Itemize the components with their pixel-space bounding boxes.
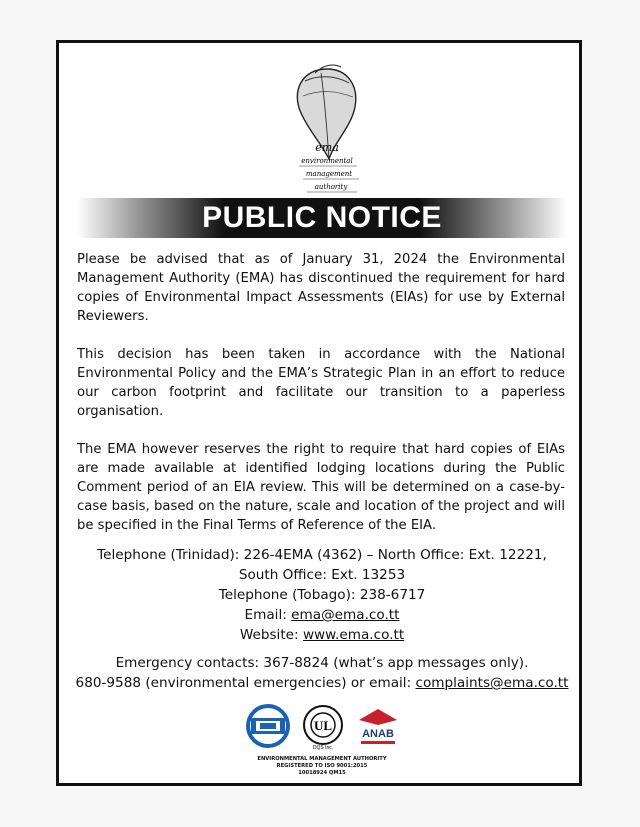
iso-registration — [209, 756, 435, 777]
anab-text: ANAB — [362, 728, 394, 740]
emergency-line-2 — [65, 673, 579, 693]
ul-text: UL — [313, 718, 333, 733]
reg-line-2: REGISTERED TO ISO 9001:2015 — [276, 763, 368, 769]
emergency-block — [65, 653, 579, 693]
email-link[interactable]: ema@ema.co.tt — [291, 607, 400, 623]
banner-title: PUBLIC NOTICE — [202, 201, 442, 234]
dqs-cert-icon — [243, 703, 293, 749]
email-line — [69, 605, 575, 625]
phone-trinidad: Telephone (Trinidad): 226-4EMA (4362) – North Office: Ext. 12221, — [97, 547, 547, 563]
email-label: Email: — [244, 607, 292, 623]
logo-tagline-2: management — [305, 170, 353, 178]
website-line — [69, 625, 575, 645]
paragraph-1: Please be advised that as of January 31, 2024 the Environmental Management Authority (EMA) has discontinued the requirement for hard copies of Environmental Impact Assessments (EIAs) for use by External Reviewers. — [77, 252, 565, 324]
public-notice-banner — [77, 198, 567, 238]
emergency-prefix: 680-9588 (environmental emergencies) or email: — [75, 675, 416, 691]
contact-block — [69, 545, 575, 645]
ul-cert-icon — [299, 703, 347, 751]
notice-frame — [56, 40, 582, 786]
logo-tagline-3: authority — [314, 183, 348, 191]
phone-tobago: Telephone (Tobago): 238-6717 — [218, 587, 426, 603]
leaf-logo-icon — [277, 51, 377, 201]
logo-wordmark: ema — [315, 141, 339, 154]
certification-logos — [243, 703, 403, 753]
ema-logo — [277, 51, 377, 201]
phone-south-office: South Office: Ext. 13253 — [238, 567, 406, 583]
paragraph-2: This decision has been taken in accordance with the National Environmental Policy and the EMA’s Strategic Plan in an effort to reduce our carbon footprint and facilitate our transition to a paperless organisation. — [77, 347, 565, 419]
emergency-line-1: Emergency contacts: 367-8824 (what’s app messages only). — [115, 655, 529, 671]
website-label: Website: — [239, 627, 303, 643]
ul-sub-text: DQS Inc. — [312, 745, 334, 751]
paragraph-3: The EMA however reserves the right to require that hard copies of EIAs are made available at identified lodging locations during the Public Comment period of an EIA review. This will be determined on a case-by-case basis, based on the nature, scale and location of the project and will be specified in the Final Terms of Reference of the EIA. — [77, 442, 565, 533]
logo-tagline-1: environmental — [301, 157, 353, 165]
complaints-email-link[interactable]: complaints@ema.co.tt — [415, 675, 569, 691]
notice-body — [77, 250, 565, 554]
reg-line-1: ENVIRONMENTAL MANAGEMENT AUTHORITY — [257, 756, 387, 762]
reg-line-3: 10018924 QM15 — [298, 770, 346, 776]
website-link[interactable]: www.ema.co.tt — [302, 627, 405, 643]
anab-cert-icon — [353, 703, 403, 749]
